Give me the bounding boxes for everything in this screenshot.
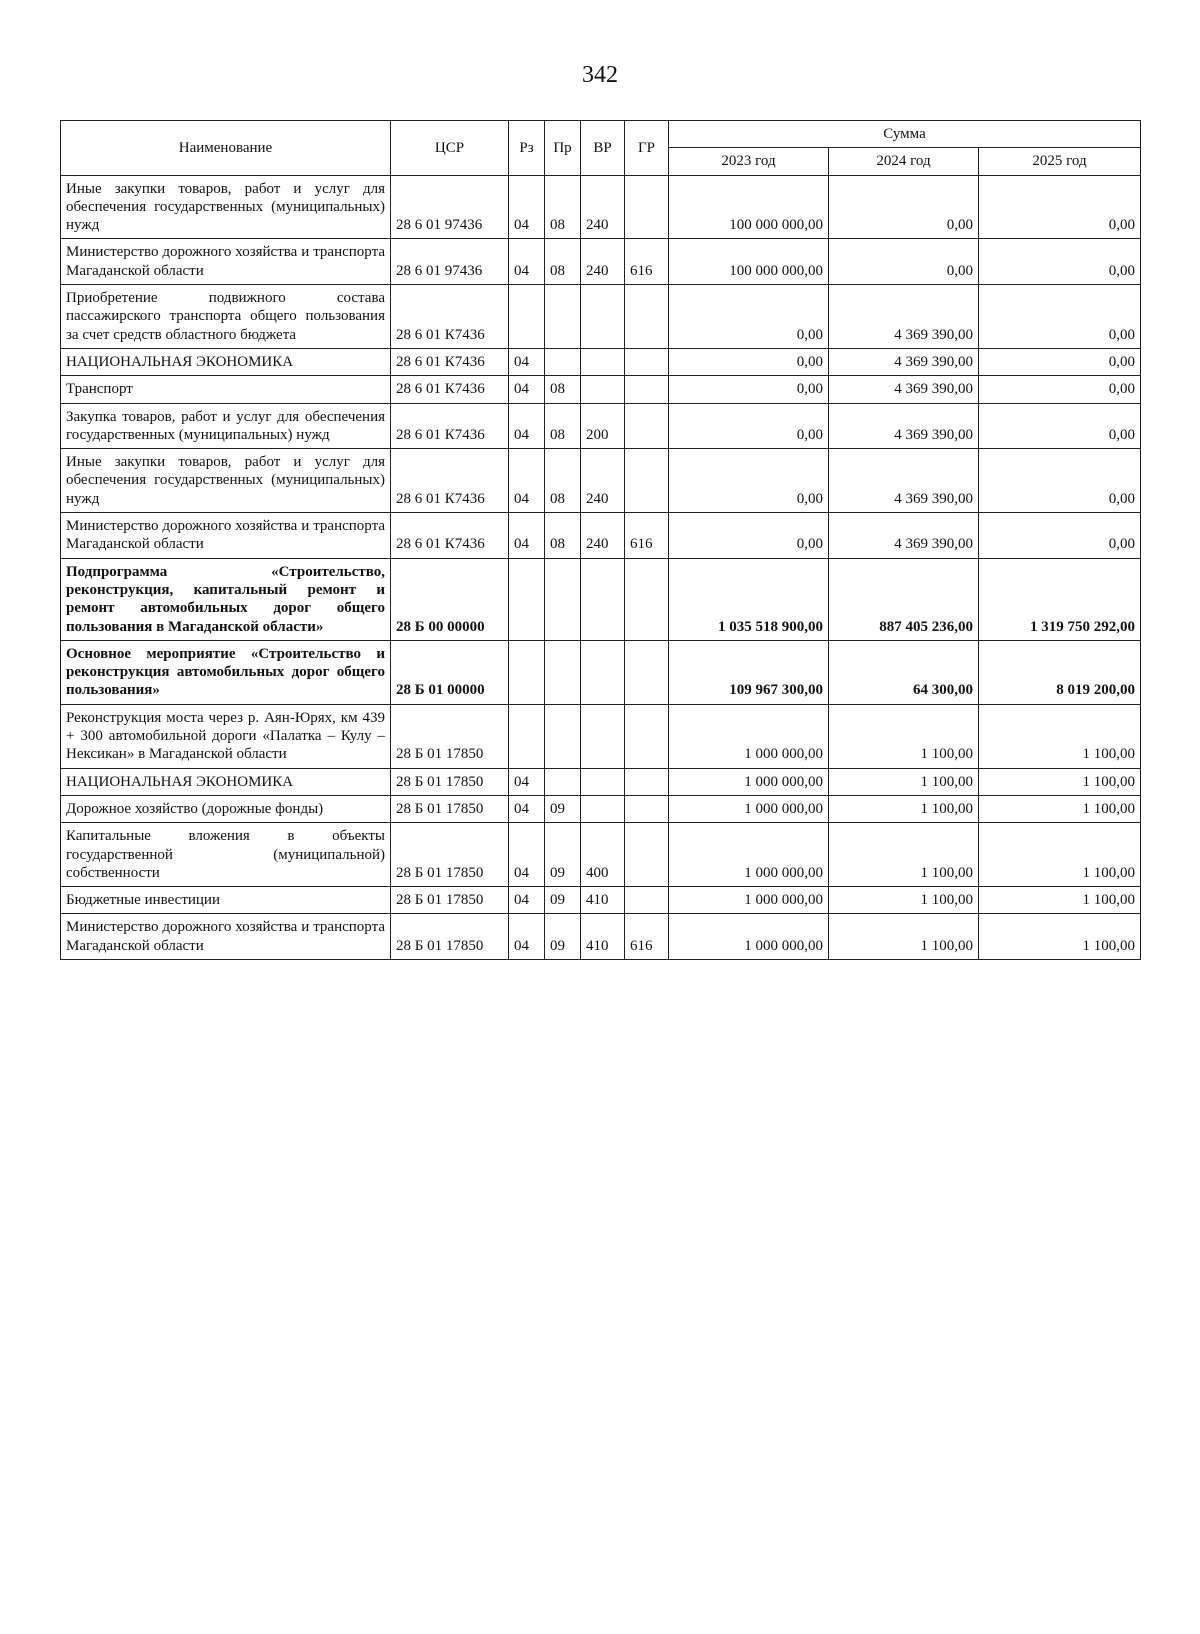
row-gr <box>625 449 669 513</box>
row-amount-2025: 0,00 <box>979 348 1141 375</box>
row-pr <box>545 348 581 375</box>
row-vr: 400 <box>581 823 625 887</box>
table-row <box>61 795 1141 822</box>
table-row <box>61 285 1141 349</box>
header-rz: Рз <box>509 121 545 176</box>
row-amount-2024: 4 369 390,00 <box>829 376 979 403</box>
row-name: Министерство дорожного хозяйства и транспорта Магаданской области <box>61 513 391 559</box>
row-gr: 616 <box>625 239 669 285</box>
row-csr: 28 Б 01 00000 <box>391 640 509 704</box>
row-vr <box>581 376 625 403</box>
row-csr: 28 Б 01 17850 <box>391 795 509 822</box>
row-gr <box>625 768 669 795</box>
row-pr <box>545 768 581 795</box>
header-gr: ГР <box>625 121 669 176</box>
row-amount-2023: 0,00 <box>669 513 829 559</box>
row-rz: 04 <box>509 795 545 822</box>
row-amount-2024: 4 369 390,00 <box>829 449 979 513</box>
row-pr: 08 <box>545 239 581 285</box>
row-pr <box>545 558 581 640</box>
row-amount-2023: 1 000 000,00 <box>669 887 829 914</box>
row-amount-2025: 1 100,00 <box>979 914 1141 960</box>
row-name: НАЦИОНАЛЬНАЯ ЭКОНОМИКА <box>61 348 391 375</box>
table-row <box>61 823 1141 887</box>
row-amount-2025: 0,00 <box>979 403 1141 449</box>
row-amount-2023: 100 000 000,00 <box>669 239 829 285</box>
row-csr: 28 Б 00 00000 <box>391 558 509 640</box>
row-gr: 616 <box>625 914 669 960</box>
table-row <box>61 513 1141 559</box>
row-amount-2024: 64 300,00 <box>829 640 979 704</box>
row-gr <box>625 376 669 403</box>
row-amount-2024: 4 369 390,00 <box>829 348 979 375</box>
header-year-2023: 2023 год <box>669 148 829 175</box>
row-rz: 04 <box>509 449 545 513</box>
row-rz: 04 <box>509 887 545 914</box>
row-vr <box>581 558 625 640</box>
row-name: Основное мероприятие «Строительство и реконструкция автомобильных дорог общего пользования» <box>61 640 391 704</box>
table-row <box>61 348 1141 375</box>
row-rz <box>509 285 545 349</box>
row-rz: 04 <box>509 403 545 449</box>
budget-table-container <box>60 120 1140 960</box>
row-name: Реконструкция моста через р. Аян-Юрях, км 439 + 300 автомобильной дороги «Палатка – Кулу – Нексикан» в Магаданской области <box>61 704 391 768</box>
row-amount-2024: 1 100,00 <box>829 704 979 768</box>
header-vr: ВР <box>581 121 625 176</box>
page-number: 342 <box>582 62 618 88</box>
table-row <box>61 403 1141 449</box>
table-row <box>61 449 1141 513</box>
row-gr <box>625 558 669 640</box>
row-amount-2025: 8 019 200,00 <box>979 640 1141 704</box>
row-amount-2023: 1 000 000,00 <box>669 914 829 960</box>
row-amount-2023: 0,00 <box>669 403 829 449</box>
row-name: Бюджетные инвестиции <box>61 887 391 914</box>
header-csr: ЦСР <box>391 121 509 176</box>
row-gr <box>625 348 669 375</box>
row-gr <box>625 403 669 449</box>
row-amount-2025: 1 100,00 <box>979 823 1141 887</box>
row-pr <box>545 704 581 768</box>
row-pr: 08 <box>545 376 581 403</box>
row-csr: 28 6 01 К7436 <box>391 376 509 403</box>
row-amount-2024: 1 100,00 <box>829 823 979 887</box>
row-vr <box>581 795 625 822</box>
row-name: НАЦИОНАЛЬНАЯ ЭКОНОМИКА <box>61 768 391 795</box>
row-name: Закупка товаров, работ и услуг для обеспечения государственных (муниципальных) нужд <box>61 403 391 449</box>
row-pr: 09 <box>545 823 581 887</box>
row-gr <box>625 640 669 704</box>
row-gr <box>625 175 669 239</box>
row-amount-2025: 0,00 <box>979 449 1141 513</box>
row-amount-2023: 109 967 300,00 <box>669 640 829 704</box>
row-name: Приобретение подвижного состава пассажирского транспорта общего пользования за счет средств областного бюджета <box>61 285 391 349</box>
row-rz: 04 <box>509 513 545 559</box>
row-gr <box>625 795 669 822</box>
table-row <box>61 376 1141 403</box>
header-year-2024: 2024 год <box>829 148 979 175</box>
row-amount-2024: 4 369 390,00 <box>829 513 979 559</box>
row-amount-2024: 4 369 390,00 <box>829 285 979 349</box>
row-vr: 240 <box>581 175 625 239</box>
table-header <box>61 121 1141 176</box>
row-name: Подпрограмма «Строительство, реконструкция, капитальный ремонт и ремонт автомобильных дорог общего пользования в Магаданской области» <box>61 558 391 640</box>
row-gr <box>625 285 669 349</box>
row-name: Капитальные вложения в объекты государственной (муниципальной) собственности <box>61 823 391 887</box>
row-amount-2024: 0,00 <box>829 175 979 239</box>
row-rz: 04 <box>509 768 545 795</box>
row-rz: 04 <box>509 239 545 285</box>
row-amount-2024: 1 100,00 <box>829 887 979 914</box>
row-gr <box>625 823 669 887</box>
row-pr: 08 <box>545 513 581 559</box>
row-csr: 28 6 01 97436 <box>391 239 509 285</box>
row-amount-2024: 1 100,00 <box>829 795 979 822</box>
row-amount-2025: 1 319 750 292,00 <box>979 558 1141 640</box>
row-csr: 28 6 01 97436 <box>391 175 509 239</box>
row-name: Иные закупки товаров, работ и услуг для обеспечения государственных (муниципальных) нужд <box>61 175 391 239</box>
row-vr <box>581 640 625 704</box>
row-amount-2025: 0,00 <box>979 513 1141 559</box>
row-rz: 04 <box>509 348 545 375</box>
row-pr: 09 <box>545 795 581 822</box>
row-vr <box>581 768 625 795</box>
row-vr: 410 <box>581 887 625 914</box>
table-row <box>61 914 1141 960</box>
row-name: Иные закупки товаров, работ и услуг для обеспечения государственных (муниципальных) нужд <box>61 449 391 513</box>
row-amount-2023: 1 000 000,00 <box>669 768 829 795</box>
row-pr: 08 <box>545 449 581 513</box>
row-csr: 28 6 01 К7436 <box>391 285 509 349</box>
table-row <box>61 640 1141 704</box>
row-amount-2025: 1 100,00 <box>979 704 1141 768</box>
row-amount-2024: 887 405 236,00 <box>829 558 979 640</box>
row-pr <box>545 285 581 349</box>
row-csr: 28 6 01 К7436 <box>391 348 509 375</box>
table-row <box>61 768 1141 795</box>
row-amount-2024: 0,00 <box>829 239 979 285</box>
header-sum: Сумма <box>669 121 1141 148</box>
row-vr: 240 <box>581 449 625 513</box>
table-row <box>61 558 1141 640</box>
row-amount-2023: 1 000 000,00 <box>669 823 829 887</box>
row-pr: 08 <box>545 403 581 449</box>
row-amount-2024: 1 100,00 <box>829 768 979 795</box>
row-vr: 200 <box>581 403 625 449</box>
table-row <box>61 239 1141 285</box>
row-csr: 28 6 01 К7436 <box>391 403 509 449</box>
budget-table <box>60 120 1141 960</box>
row-name: Транспорт <box>61 376 391 403</box>
table-row <box>61 887 1141 914</box>
row-amount-2023: 0,00 <box>669 285 829 349</box>
row-amount-2025: 0,00 <box>979 175 1141 239</box>
row-vr: 240 <box>581 513 625 559</box>
row-amount-2024: 1 100,00 <box>829 914 979 960</box>
row-csr: 28 6 01 К7436 <box>391 449 509 513</box>
table-body <box>61 175 1141 959</box>
row-gr <box>625 704 669 768</box>
row-vr <box>581 285 625 349</box>
row-rz: 04 <box>509 914 545 960</box>
row-amount-2023: 0,00 <box>669 348 829 375</box>
row-name: Министерство дорожного хозяйства и транспорта Магаданской области <box>61 239 391 285</box>
header-name: Наименование <box>61 121 391 176</box>
header-pr: Пр <box>545 121 581 176</box>
row-amount-2024: 4 369 390,00 <box>829 403 979 449</box>
row-vr: 410 <box>581 914 625 960</box>
row-amount-2023: 0,00 <box>669 449 829 513</box>
row-rz <box>509 558 545 640</box>
row-name: Министерство дорожного хозяйства и транспорта Магаданской области <box>61 914 391 960</box>
row-amount-2025: 1 100,00 <box>979 795 1141 822</box>
row-rz: 04 <box>509 823 545 887</box>
row-pr: 09 <box>545 914 581 960</box>
table-row <box>61 704 1141 768</box>
row-amount-2023: 0,00 <box>669 376 829 403</box>
row-amount-2025: 0,00 <box>979 285 1141 349</box>
table-row <box>61 175 1141 239</box>
row-rz: 04 <box>509 376 545 403</box>
row-gr: 616 <box>625 513 669 559</box>
row-amount-2025: 1 100,00 <box>979 768 1141 795</box>
row-amount-2025: 0,00 <box>979 376 1141 403</box>
row-gr <box>625 887 669 914</box>
row-amount-2023: 1 000 000,00 <box>669 795 829 822</box>
row-rz <box>509 640 545 704</box>
row-pr: 09 <box>545 887 581 914</box>
row-csr: 28 Б 01 17850 <box>391 914 509 960</box>
row-vr <box>581 348 625 375</box>
row-csr: 28 Б 01 17850 <box>391 704 509 768</box>
row-pr: 08 <box>545 175 581 239</box>
row-amount-2025: 1 100,00 <box>979 887 1141 914</box>
row-amount-2023: 1 000 000,00 <box>669 704 829 768</box>
row-vr: 240 <box>581 239 625 285</box>
row-name: Дорожное хозяйство (дорожные фонды) <box>61 795 391 822</box>
row-csr: 28 6 01 К7436 <box>391 513 509 559</box>
row-csr: 28 Б 01 17850 <box>391 823 509 887</box>
row-amount-2025: 0,00 <box>979 239 1141 285</box>
row-csr: 28 Б 01 17850 <box>391 887 509 914</box>
row-amount-2023: 100 000 000,00 <box>669 175 829 239</box>
row-pr <box>545 640 581 704</box>
row-amount-2023: 1 035 518 900,00 <box>669 558 829 640</box>
row-csr: 28 Б 01 17850 <box>391 768 509 795</box>
row-rz: 04 <box>509 175 545 239</box>
row-rz <box>509 704 545 768</box>
row-vr <box>581 704 625 768</box>
header-year-2025: 2025 год <box>979 148 1141 175</box>
